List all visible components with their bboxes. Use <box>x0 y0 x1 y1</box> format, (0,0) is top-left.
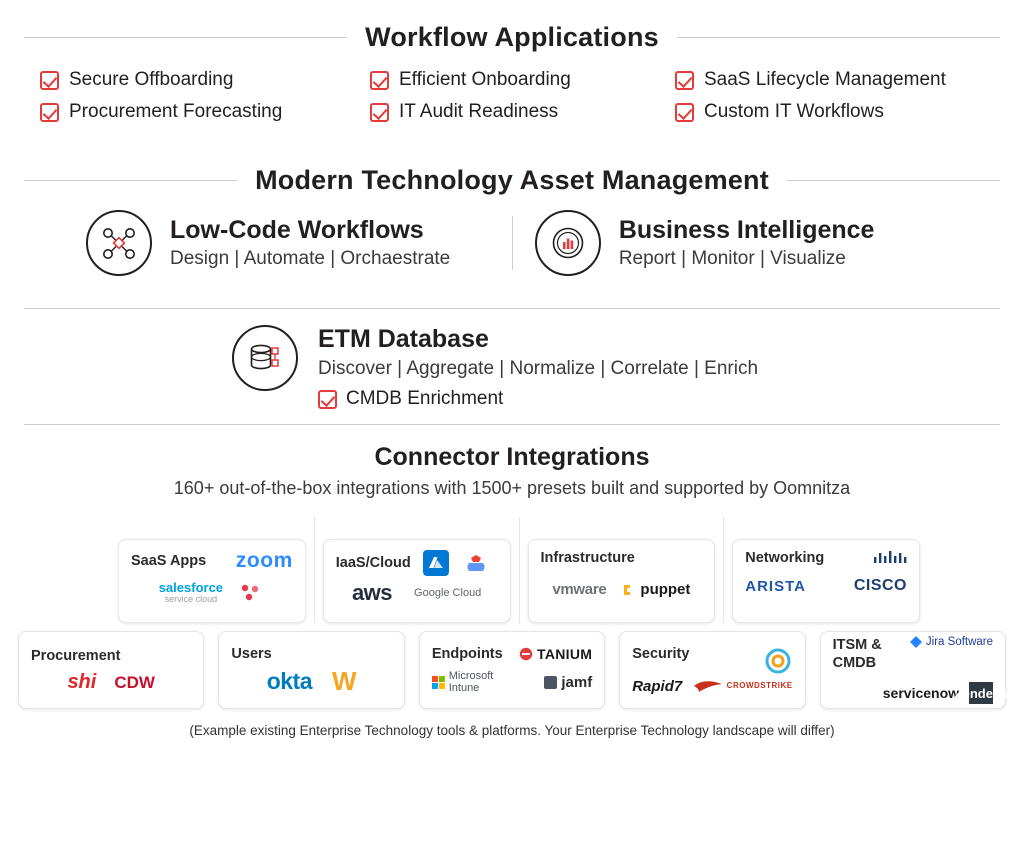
connector-card-itsm-cmdb[interactable] <box>820 631 1006 709</box>
connector-card-endpoints[interactable] <box>419 631 605 709</box>
cdw-logo: CDW <box>114 672 155 692</box>
checkbox-icon <box>675 71 694 90</box>
etm-database-block <box>0 309 1024 424</box>
section-title-workflow: Workflow Applications <box>365 22 659 52</box>
mtam-features <box>0 196 1024 286</box>
bar-chart-circle-icon <box>535 210 601 276</box>
card-label: ITSM & CMDB <box>832 636 882 671</box>
arista-logo: ARISTA <box>745 577 806 595</box>
section-title-mtam: Modern Technology Asset Management <box>255 165 769 195</box>
connector-top-cards <box>110 517 928 623</box>
puppet-logo: puppet <box>622 582 690 597</box>
list-item <box>675 69 1000 91</box>
database-icon <box>232 325 298 391</box>
checkbox-icon <box>370 71 389 90</box>
google-cloud-label: Google Cloud <box>414 587 482 599</box>
checkbox-icon <box>318 390 337 409</box>
list-item-label: SaaS Lifecycle Management <box>704 69 946 90</box>
workday-logo: W <box>331 666 357 696</box>
connector-bottom-cards <box>18 631 1006 709</box>
connector-card-users[interactable] <box>218 631 404 709</box>
checkbox-icon <box>370 103 389 122</box>
card-label: SaaS Apps <box>131 552 207 569</box>
mtam-heading <box>0 165 1024 196</box>
rapid7-logo: Rapid7 <box>632 677 683 695</box>
card-label: Procurement <box>31 648 121 664</box>
salesforce-logo: salesforce <box>158 580 224 595</box>
vertical-divider <box>512 216 513 270</box>
list-item-label: Custom IT Workflows <box>704 101 884 122</box>
salesforce-sublabel: service cloud <box>164 594 218 604</box>
workflow-applications-heading <box>0 22 1024 53</box>
list-item-label: Secure Offboarding <box>69 69 234 90</box>
cisco-bars-icon <box>873 550 907 566</box>
cisco-logo: CISCO <box>853 577 907 594</box>
list-item <box>40 101 370 123</box>
connector-column-iaas <box>314 517 519 623</box>
workflow-nodes-icon <box>86 210 152 276</box>
vmware-logo: vmware <box>552 581 607 598</box>
connector-card-saas-apps[interactable] <box>118 539 306 623</box>
divider <box>24 424 1000 425</box>
card-label: Networking <box>745 550 825 566</box>
crowdstrike-logo: CROWDSTRIKE <box>693 678 793 694</box>
feature-subtitle: Design | Automate | Orchaestrate <box>170 248 451 270</box>
microsoft-squares-icon <box>432 676 445 689</box>
connector-card-security[interactable] <box>619 631 805 709</box>
jamf-mark-icon <box>544 676 557 689</box>
checkbox-icon <box>675 103 694 122</box>
workflow-applications-list <box>0 53 1024 123</box>
shi-logo: shi <box>67 671 97 693</box>
list-item <box>370 101 675 123</box>
feature-title: Low-Code Workflows <box>170 215 424 244</box>
aws-logo: aws <box>351 580 393 605</box>
connector-column-saas <box>110 517 314 623</box>
puppet-mark-icon <box>622 583 636 597</box>
feature-subtitle: Report | Monitor | Visualize <box>618 248 846 270</box>
etm-check-label: CMDB Enrichment <box>346 388 504 409</box>
feature-low-code-workflows <box>24 210 490 276</box>
jira-diamond-icon <box>910 636 922 648</box>
etm-title: ETM Database <box>318 325 489 353</box>
tanium-mark-icon <box>519 647 533 661</box>
list-item-label: Efficient Onboarding <box>399 69 571 90</box>
rapid7-mark-icon <box>763 646 793 676</box>
jira-software-logo: Jira Software <box>910 636 993 648</box>
zendesk-logo: Zendesk <box>969 682 993 704</box>
list-item <box>40 69 370 91</box>
connector-footnote: (Example existing Enterprise Technology tools & platforms. Your Enterprise Technology landscape will differ) <box>189 723 835 738</box>
card-label: IaaS/Cloud <box>335 555 411 571</box>
azure-logo <box>423 550 449 576</box>
card-label: Security <box>632 646 690 662</box>
connector-card-networking[interactable] <box>732 539 920 623</box>
divider-left <box>24 180 237 181</box>
crowdstrike-falcon-icon <box>693 678 723 694</box>
connector-integrations-title: Connector Integrations <box>374 443 650 471</box>
connector-card-infrastructure[interactable] <box>528 539 716 623</box>
card-label: Endpoints <box>431 646 503 662</box>
google-cloud-mark-icon <box>461 551 491 575</box>
etm-subtitle: Discover | Aggregate | Normalize | Correlate | Enrich <box>318 358 759 379</box>
tanium-logo: TANIUM <box>519 647 592 661</box>
checkbox-icon <box>40 71 59 90</box>
connector-column-infrastructure <box>519 517 724 623</box>
feature-business-intelligence <box>535 210 1000 276</box>
connector-card-iaas-cloud[interactable] <box>323 539 511 623</box>
servicenow-logo: servicenow <box>882 685 960 702</box>
card-label: Users <box>231 646 272 662</box>
list-item <box>675 101 1000 123</box>
jamf-logo: jamf <box>544 675 592 690</box>
connector-column-networking <box>723 517 928 623</box>
microsoft-intune-logo: Microsoft Intune <box>432 670 527 694</box>
list-item-label: IT Audit Readiness <box>399 101 559 122</box>
zoom-logo: zoom <box>235 549 293 572</box>
feature-title: Business Intelligence <box>618 215 875 244</box>
divider-left <box>24 37 347 38</box>
etm-cmdb-enrichment <box>318 388 758 410</box>
okta-logo: okta <box>266 667 312 694</box>
divider-right <box>677 37 1000 38</box>
connector-card-procurement[interactable] <box>18 631 204 709</box>
card-label: Infrastructure <box>540 550 635 566</box>
list-item <box>370 69 675 91</box>
checkbox-icon <box>40 103 59 122</box>
list-item-label: Procurement Forecasting <box>69 101 283 122</box>
connector-integrations-subtitle: 160+ out-of-the-box integrations with 1500+ presets built and supported by Oomnitza <box>173 478 851 498</box>
divider-right <box>787 180 1000 181</box>
pagerduty-dots-icon <box>239 583 265 603</box>
